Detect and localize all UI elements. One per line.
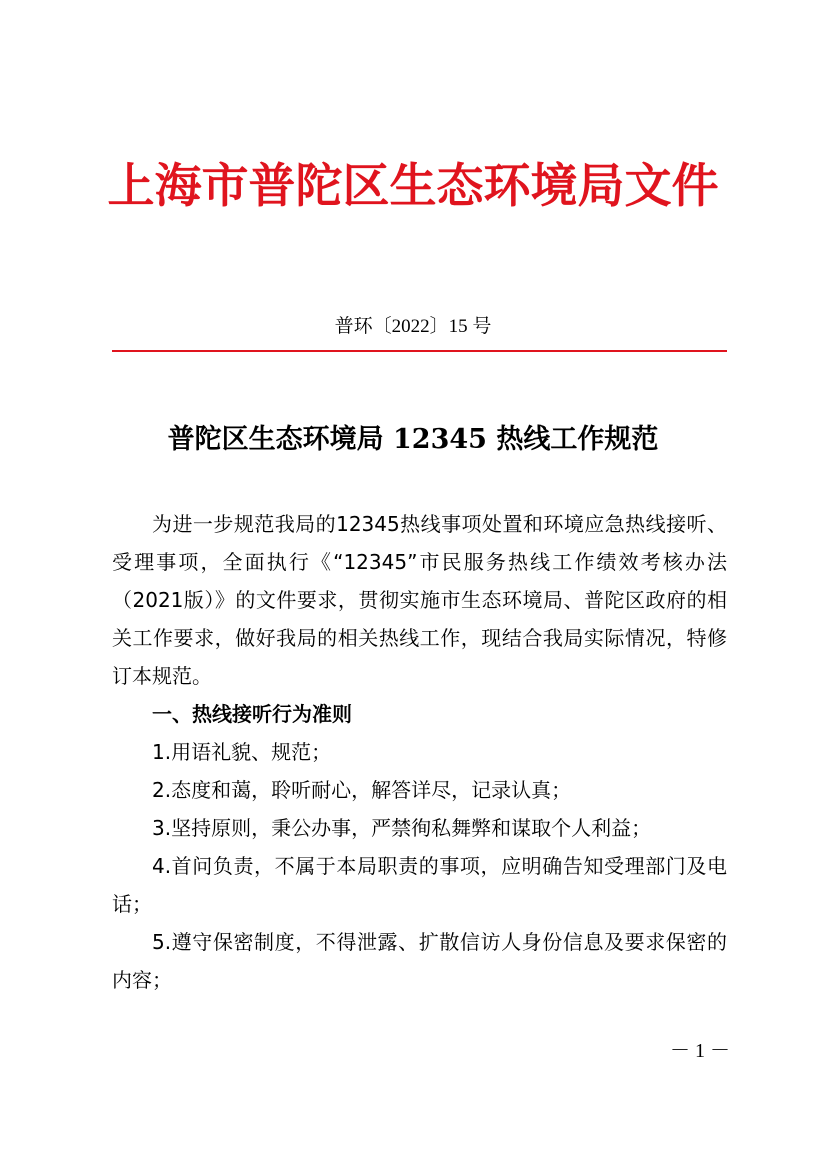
document-body bbox=[112, 505, 727, 999]
red-divider-line bbox=[112, 350, 727, 352]
agency-header-title: 上海市普陀区生态环境局文件 bbox=[107, 159, 719, 214]
page-number: － 1 － bbox=[670, 1040, 730, 1062]
rule-item: 2.态度和蔼，聆听耐心，解答详尽，记录认真； bbox=[152, 778, 572, 802]
rule-item: 3.坚持原则，秉公办事，严禁徇私舞弊和谋取个人利益； bbox=[152, 816, 652, 840]
intro-paragraph: 为进一步规范我局的12345热线事项处置和环境应急热线接听、受理事项，全面执行《“12345”市民服务热线工作绩效考核办法（2021版）》的文件要求，贯彻实施市生态环境局、普陀区政府的相关工作要求，做好我局的相关热线工作，现结合我局实际情况，特修订本规范。 bbox=[112, 512, 727, 688]
rule-item: 5.遵守保密制度，不得泄露、扩散信访人身份信息及要求保密的内容； bbox=[112, 930, 727, 992]
section-heading: 一、热线接听行为准则 bbox=[152, 702, 352, 726]
document-number: 普环〔2022〕15 号 bbox=[334, 316, 492, 337]
rule-item: 4.首问负责，不属于本局职责的事项，应明确告知受理部门及电话； bbox=[112, 854, 727, 916]
document-title: 普陀区生态环境局 12345 热线工作规范 bbox=[167, 424, 659, 455]
rule-item: 1.用语礼貌、规范； bbox=[152, 740, 332, 764]
